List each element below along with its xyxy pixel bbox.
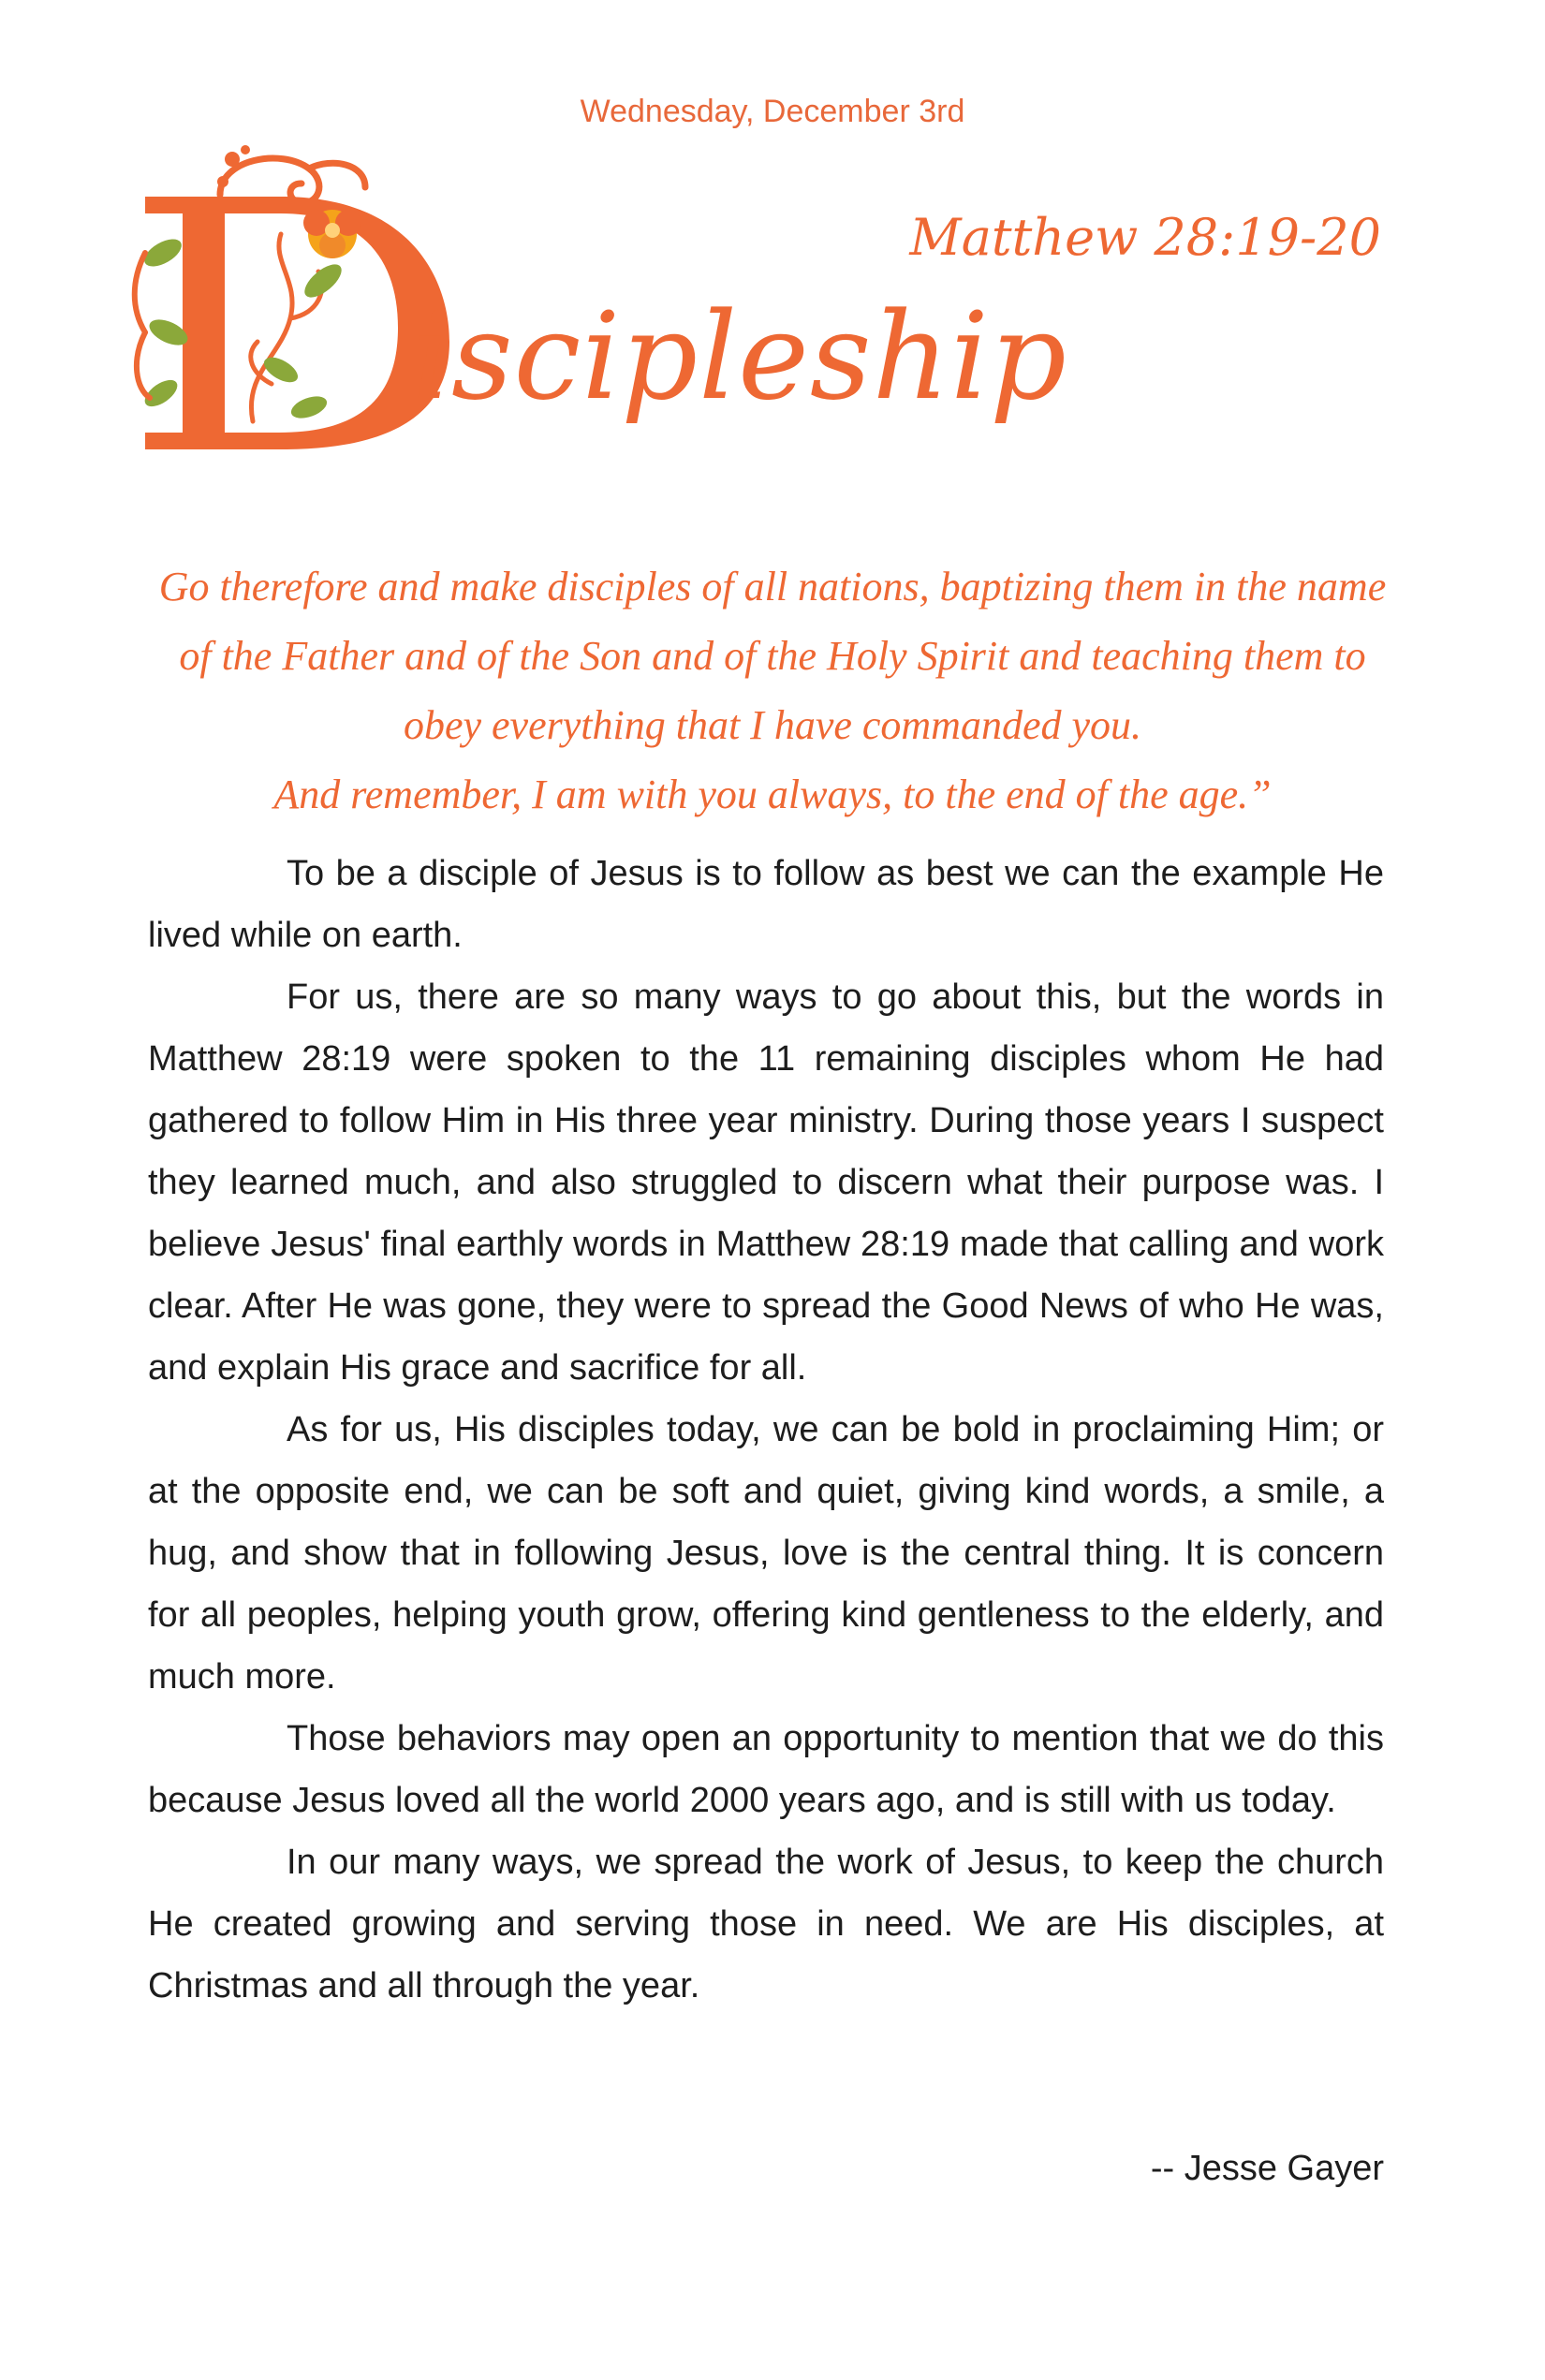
flourish-ornament [220, 158, 365, 202]
paragraph: In our many ways, we spread the work of Jesus, to keep the church He created growing and serving those in need. We are His disciples, at Christmas and all through the year. [148, 1843, 1384, 2005]
page-title: iscipleship [412, 287, 1067, 427]
flower-icon [303, 210, 361, 258]
verse-line: obey everything that I have commanded you. [403, 702, 1142, 748]
paragraph: Those behaviors may open an opportunity to mention that we do this because Jesus loved all the world 2000 years ago, and is still with us today. [148, 1719, 1384, 1820]
date: Wednesday, December 3rd [580, 94, 965, 129]
paragraph: For us, there are so many ways to go about this, but the words in Matthew 28:19 were spoken to the 11 remaining disciples whom He had gathered to follow Him in His three year ministry. During those years I suspect they learned much, and also struggled to discern what their purpose was. I believe Jesus' final earthly words in Matthew 28:19 made that calling and work clear. After He was gone, they were to spread the Good News of who He was, and explain His grace and sacrifice for all. [148, 977, 1384, 1388]
author-signature: -- Jesse Gayer [1150, 2149, 1384, 2188]
paragraph: To be a disciple of Jesus is to follow as best we can the example He lived while on earth. [148, 854, 1384, 955]
paragraph: As for us, His disciples today, we can be bold in proclaiming Him; or at the opposite end, we can be soft and quiet, giving kind words, a smile, a hug, and show that in following Jesus, love is the central thing. It is concern for all peoples, helping youth grow, offering kind gentleness to the elderly, and much more. [148, 1410, 1384, 1697]
body-text [148, 843, 1384, 2017]
scripture-verse [140, 552, 1405, 830]
scripture-reference: Matthew 28:19-20 [909, 208, 1381, 267]
verse-line: of the Father and of the Son and of the Holy Spirit and teaching them to [179, 633, 1366, 679]
verse-line: And remember, I am with you always, to the end of the age.” [273, 771, 1272, 817]
verse-line: Go therefore and make disciples of all nations, baptizing them in the name [158, 564, 1387, 610]
leaf-ornaments [140, 233, 346, 422]
